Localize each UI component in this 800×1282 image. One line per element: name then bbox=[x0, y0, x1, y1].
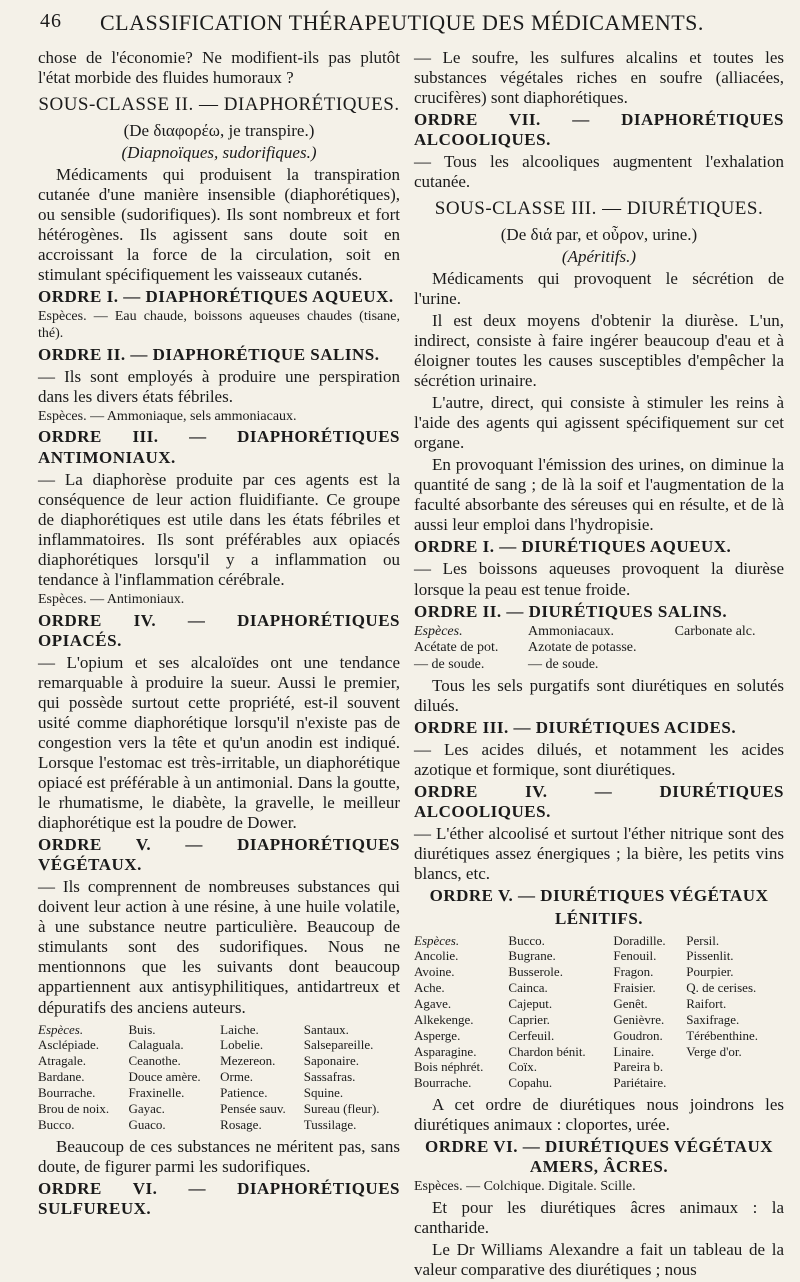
table-cell: Asperge. bbox=[414, 1027, 461, 1043]
diuretic-order-3-text: — Les acides dilués, et notamment les acides azotique et formique, sont diurétiques. bbox=[414, 740, 784, 780]
diuretic-plant-row bbox=[414, 933, 784, 949]
order-3-species: Espèces. — Antimoniaux. bbox=[38, 591, 185, 607]
table-cell: Verge d'or. bbox=[686, 1043, 742, 1059]
diuretic-order-5-heading: ORDRE V. — DIURÉTIQUES VÉGÉTAUX bbox=[429, 886, 769, 906]
table-cell: Fenouil. bbox=[613, 948, 657, 964]
table-cell: Guaco. bbox=[128, 1116, 166, 1132]
table-cell: Ammoniacaux. bbox=[528, 623, 614, 639]
diuretic-order-1-heading: ORDRE I. — DIURÉTIQUES AQUEUX. bbox=[414, 537, 732, 557]
table-cell: Pensée sauv. bbox=[220, 1100, 286, 1116]
table-cell: Chardon bénit. bbox=[508, 1043, 586, 1059]
diuretic-plant-row bbox=[414, 948, 784, 964]
table-cell: Salsepareille. bbox=[303, 1037, 374, 1053]
diuretic-plant-row bbox=[414, 1012, 784, 1028]
subclass-2-title: SOUS-CLASSE II. — DIAPHORÉTIQUES. bbox=[38, 94, 400, 116]
saline-row bbox=[414, 624, 784, 641]
diuretic-plant-row bbox=[414, 980, 784, 996]
table-cell: Rosage. bbox=[220, 1116, 262, 1132]
table-cell: Asclépiade. bbox=[38, 1037, 100, 1053]
table-cell: Laiche. bbox=[220, 1021, 259, 1037]
table-cell: — de soude. bbox=[528, 657, 599, 673]
running-title: CLASSIFICATION THÉRAPEUTIQUE DES MÉDICAMENTS. bbox=[100, 10, 704, 35]
plant-row bbox=[38, 1101, 400, 1117]
table-cell: Squine. bbox=[303, 1085, 344, 1100]
table-cell: Linaire. bbox=[613, 1043, 655, 1059]
subclass-3-definition: Médicaments qui provoquent le sécrétion de l'urine. bbox=[414, 268, 784, 308]
table-cell: Saponaire. bbox=[303, 1053, 359, 1069]
order-3-text: — La diaphorèse produite par ces agents est la conséquence de leur action fluidifiante. Ce groupe de diaphorétiques est utile dans les états fébriles et inflammatoires. Ils sont préférables aux opiacés diaphorétiques lorsqu'il y a inflammation ou tendance à l'inflammation cérébrale. bbox=[38, 469, 400, 589]
table-cell bbox=[686, 1075, 784, 1091]
order-7-text: — Tous les alcooliques augmentent l'exhalation cutanée. bbox=[414, 152, 784, 192]
plant-species-table bbox=[38, 1022, 400, 1133]
diuretic-plant-row bbox=[414, 1059, 784, 1075]
table-cell: Pissenlit. bbox=[686, 948, 734, 964]
order-1-species: Espèces. — Eau chaude, boissons aqueuses chaudes (tisane, thé). bbox=[38, 308, 400, 341]
order-5-heading: ORDRE V. — DIAPHORÉTIQUES VÉGÉTAUX. bbox=[38, 835, 400, 875]
diuretic-order-4-heading: ORDRE IV. — DIURÉTIQUES ALCOOLIQUES. bbox=[414, 782, 784, 822]
order-3-heading: ORDRE III. — DIAPHORÉTIQUES ANTIMONIAUX. bbox=[38, 427, 400, 467]
table-cell: Cajeput. bbox=[508, 996, 553, 1012]
table-cell: Brou de noix. bbox=[38, 1100, 110, 1116]
table-cell: Santaux. bbox=[303, 1021, 349, 1037]
table-cell: Patience. bbox=[220, 1085, 268, 1100]
table-cell: Fragon. bbox=[613, 964, 654, 980]
right-column bbox=[414, 48, 784, 1282]
diuretic-plant-row bbox=[414, 1075, 784, 1091]
subclass-3-title: SOUS-CLASSE III. — DIURÉTIQUES. bbox=[434, 198, 764, 220]
diuretic-order-6-text-2: Le Dr Williams Alexandre a fait un tableau de la valeur comparative des diurétiques ; nous bbox=[414, 1240, 784, 1280]
order-5-closing: Beaucoup de ces substances ne méritent pas, sans doute, de figurer parmi les sudorifiques. bbox=[38, 1136, 400, 1176]
saline-species-table bbox=[414, 624, 784, 674]
page-number: 46 bbox=[40, 10, 62, 32]
table-cell: Persil. bbox=[686, 932, 720, 948]
subclass-3-paragraph-3: L'autre, direct, qui consiste à stimuler les reins à l'aide des agents qui agissent spécifiquement sur cet organe. bbox=[414, 393, 784, 453]
table-cell: Pareira b. bbox=[613, 1059, 664, 1075]
diuretic-plant-table bbox=[414, 933, 784, 1092]
diuretic-plant-row bbox=[414, 1044, 784, 1060]
plant-row bbox=[38, 1053, 400, 1069]
table-cell: Orme. bbox=[220, 1069, 254, 1085]
subclass-3-paragraph-4: En provoquant l'émission des urines, on diminue la quantité de sang ; de là la soif et l'augmentation de la faculté absorbante des séreuses qui en résulte, et de là aussi leur emploi dans l'hydropisie. bbox=[414, 455, 784, 535]
table-cell: Doradille. bbox=[613, 932, 666, 948]
subclass-2-synonyms: (Diapnoïques, sudorifiques.) bbox=[121, 142, 317, 162]
order-5-text: — Ils comprennent de nombreuses substances qui doivent leur action à une résine, à une huile volatile, à une substance neutre particulière. Beaucoup de stimulants sont des sudorifiques. Nous ne mentionnons que les suivants dont beaucoup appartiennent aux antisyphilitiques, antidartreux et dépuratifs des anciens auteurs. bbox=[38, 877, 400, 1017]
diuretic-order-2-heading: ORDRE II. — DIURÉTIQUES SALINS. bbox=[414, 601, 728, 621]
table-cell: Goudron. bbox=[613, 1027, 663, 1043]
diuretic-order-6-text: Et pour les diurétiques âcres animaux : la cantharide. bbox=[414, 1198, 784, 1238]
table-cell: Bucco. bbox=[38, 1116, 75, 1132]
table-cell bbox=[675, 640, 784, 657]
table-cell: Sassafras. bbox=[303, 1069, 356, 1085]
table-cell: Agave. bbox=[414, 996, 452, 1012]
plant-row bbox=[38, 1117, 400, 1133]
saline-row bbox=[414, 640, 784, 657]
table-cell: Pariétaire. bbox=[613, 1075, 667, 1091]
order-6-text: — Le soufre, les sulfures alcalins et toutes les substances végétales riches en soufre (alliacées, crucifères) sont diaphorétiques. bbox=[414, 48, 784, 108]
diuretic-plant-row bbox=[414, 1028, 784, 1044]
left-column bbox=[38, 48, 400, 1221]
table-cell: Bourrache. bbox=[38, 1085, 96, 1100]
table-cell: Caprier. bbox=[508, 1011, 550, 1027]
table-cell: Buis. bbox=[128, 1021, 156, 1037]
order-1-heading: ORDRE I. — DIAPHORÉTIQUES AQUEUX. bbox=[38, 286, 394, 306]
subclass-2-etymology: (De διαφορέω, je transpire.) bbox=[123, 120, 315, 140]
table-cell: Gayac. bbox=[128, 1100, 165, 1116]
table-cell: Raifort. bbox=[686, 996, 727, 1012]
table-cell: Saxifrage. bbox=[686, 1011, 740, 1027]
table-cell: Tussilage. bbox=[303, 1116, 357, 1132]
table-cell bbox=[675, 657, 784, 674]
table-cell: Cainca. bbox=[508, 980, 548, 996]
table-cell: Calaguala. bbox=[128, 1037, 184, 1053]
table-cell: Mezereon. bbox=[220, 1053, 276, 1069]
subclass-3-synonyms: (Apéritifs.) bbox=[561, 246, 637, 266]
running-header bbox=[40, 6, 780, 42]
table-cell: Carbonate alc. bbox=[674, 623, 756, 639]
table-cell: Espèces. bbox=[414, 932, 460, 948]
diuretic-order-1-text: — Les boissons aqueuses provoquent la diurèse lorsque la peau est tenue froide. bbox=[414, 559, 784, 599]
plant-row bbox=[38, 1022, 400, 1038]
diuretic-order-6-heading: ORDRE VI. — DIURÉTIQUES VÉGÉTAUX AMERS, ÂCRES. bbox=[424, 1137, 774, 1177]
table-cell: — de soude. bbox=[414, 657, 485, 673]
plant-row bbox=[38, 1069, 400, 1085]
table-cell: Coïx. bbox=[508, 1059, 537, 1075]
saline-row bbox=[414, 657, 784, 674]
diuretic-order-3-heading: ORDRE III. — DIURÉTIQUES ACIDES. bbox=[414, 718, 737, 738]
diuretic-plant-row bbox=[414, 964, 784, 980]
order-4-heading: ORDRE IV. — DIAPHORÉTIQUES OPIACÉS. bbox=[38, 610, 400, 650]
table-cell: Sureau (fleur). bbox=[303, 1100, 380, 1116]
order-6-heading: ORDRE VI. — DIAPHORÉTIQUES SULFUREUX. bbox=[38, 1178, 400, 1218]
diuretic-order-4-text: — L'éther alcoolisé et surtout l'éther nitrique sont des diurétiques assez énergiques ; la bière, les petits vins blancs, etc. bbox=[414, 824, 784, 884]
table-cell: Bourrache. bbox=[414, 1075, 472, 1091]
subclass-2-definition: Médicaments qui produisent la transpiration cutanée d'une manière insensible (diaphorétiques), ou sensible (sudorifiques). Ils sont nombreux et fort hétérogènes. Ils agissent sans doute soit en accroissant la force de la circulation, soit en stimulant spécifiquement les vaisseaux cutanés. bbox=[38, 164, 400, 284]
table-cell: Busserole. bbox=[508, 964, 563, 980]
table-cell: Ache. bbox=[414, 980, 445, 996]
table-cell: Bardane. bbox=[38, 1069, 85, 1085]
table-cell: Fraisier. bbox=[613, 980, 656, 996]
order-2-heading: ORDRE II. — DIAPHORÉTIQUE SALINS. bbox=[38, 344, 380, 364]
diuretic-order-6-species: Espèces. — Colchique. Digitale. Scille. bbox=[414, 1179, 636, 1195]
table-cell bbox=[686, 1059, 784, 1075]
table-cell: Pourpier. bbox=[686, 964, 734, 980]
table-cell: Bugrane. bbox=[508, 948, 556, 964]
order-7-heading: ORDRE VII. — DIAPHORÉTIQUES ALCOOLIQUES. bbox=[414, 110, 784, 150]
table-cell: Atragale. bbox=[38, 1053, 87, 1069]
table-cell: Cerfeuil. bbox=[508, 1027, 555, 1043]
diuretic-plant-row bbox=[414, 996, 784, 1012]
order-4-text: — L'opium et ses alcaloïdes ont une tendance remarquable à produire la sueur. Aussi le premier, qui possède surtout cette propriété, est-il souvent usité comme diaphorétique lorsqu'il n'existe pas de congestion vers la tête et qu'un anodin est indiqué. Lorsque l'estomac est très-irritable, un diaphorétique opiacé est préférable à un antimonial. Dans la goutte, le rhumatisme, le diabète, la gravelle, le meilleur diaphorétique est la poudre de Dower. bbox=[38, 652, 400, 833]
table-cell: Copahu. bbox=[508, 1075, 553, 1091]
table-cell: Térébenthine. bbox=[686, 1027, 759, 1043]
subclass-3-etymology: (De διά par, et οὖρον, urine.) bbox=[500, 224, 698, 244]
order-2-species: Espèces. — Ammoniaque, sels ammoniacaux. bbox=[38, 408, 297, 424]
plant-row bbox=[38, 1085, 400, 1101]
intro-paragraph: chose de l'économie? Ne modifient-ils pas plutôt l'état morbide des fluides humoraux ? bbox=[38, 48, 400, 88]
diuretic-order-5-text: A cet ordre de diurétiques nous joindrons les diurétiques animaux : cloportes, urée. bbox=[414, 1095, 784, 1135]
diuretic-order-5-heading-line2: LÉNITIFS. bbox=[554, 908, 644, 928]
order-2-text: — Ils sont employés à produire une perspiration dans les divers états fébriles. bbox=[38, 366, 400, 406]
table-cell: Alkekenge. bbox=[414, 1011, 474, 1027]
table-cell: Espèces. bbox=[38, 1021, 84, 1037]
plant-row bbox=[38, 1037, 400, 1053]
table-cell: Ancolie. bbox=[414, 948, 459, 964]
diuretic-order-2-text: Tous les sels purgatifs sont diurétiques en solutés dilués. bbox=[414, 676, 784, 716]
table-cell: Ceanothe. bbox=[128, 1053, 181, 1069]
table-cell: Azotate de potasse. bbox=[528, 640, 637, 656]
table-cell: Genièvre. bbox=[613, 1011, 665, 1027]
table-cell: Asparagine. bbox=[414, 1043, 477, 1059]
table-cell: Q. de cerises. bbox=[686, 980, 757, 996]
table-cell: Bucco. bbox=[508, 932, 545, 948]
table-cell: Acétate de pot. bbox=[414, 640, 499, 656]
subclass-3-paragraph-2: Il est deux moyens d'obtenir la diurèse. L'un, indirect, consiste à faire ingérer beaucoup d'eau et à éloigner toutes les causes susceptibles d'empêcher la sécrétion urinaire. bbox=[414, 310, 784, 391]
table-cell: Lobelie. bbox=[220, 1037, 264, 1053]
table-cell: Bois néphrét. bbox=[414, 1059, 484, 1075]
table-cell: Genêt. bbox=[613, 996, 648, 1012]
table-cell: Avoine. bbox=[414, 964, 455, 980]
table-cell: Douce amère. bbox=[128, 1069, 201, 1085]
table-cell: Espèces. bbox=[414, 623, 463, 639]
table-cell: Fraxinelle. bbox=[128, 1085, 185, 1100]
